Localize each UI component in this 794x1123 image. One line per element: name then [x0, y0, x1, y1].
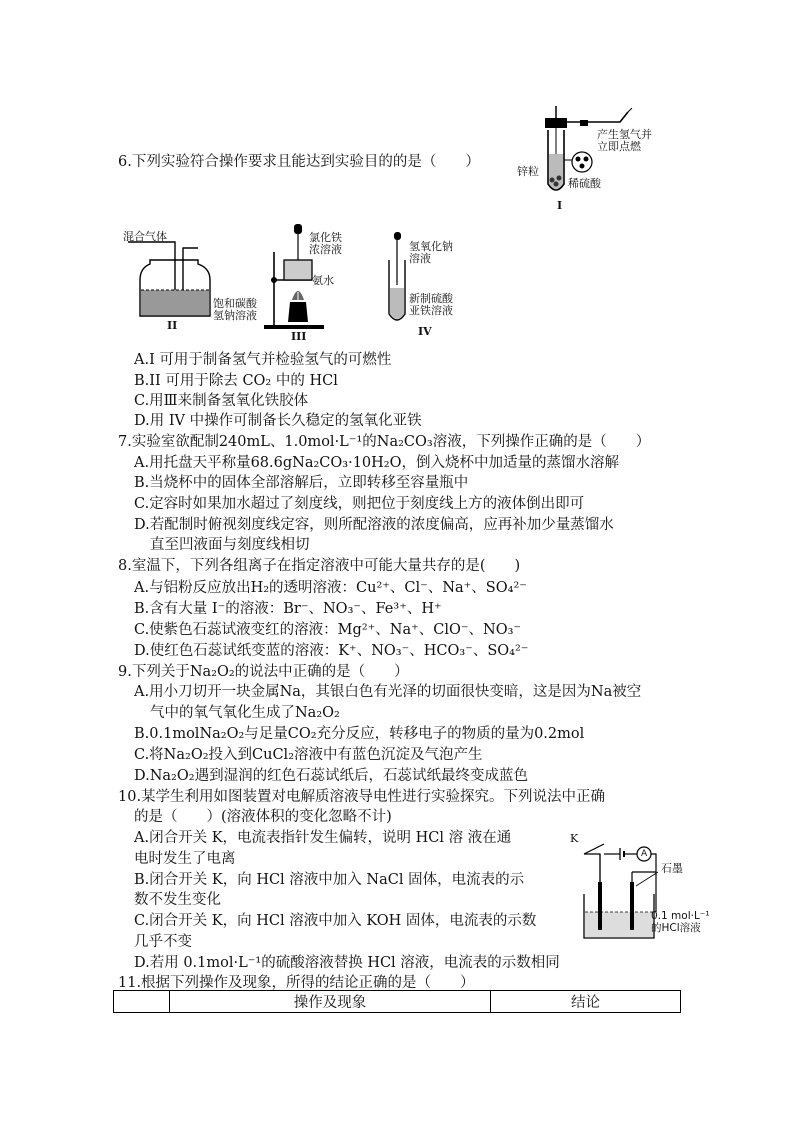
ammeter-icon: A — [641, 849, 648, 859]
label-dilute-sulfuric: 稀硫酸 — [568, 177, 601, 190]
q7-option-d-cont: 直至凹液面与刻度线相切 — [150, 537, 310, 553]
q11-stem: 11.根据下列操作及现象，所得的结论正确的是（ ） — [118, 975, 475, 991]
q9-option-b: B.0.1molNa₂O₂与足量CO₂充分反应，转移电子的物质的量为0.2mol — [134, 726, 585, 742]
header-cell-conclusion: 结论 — [491, 991, 681, 1013]
q8-option-b: B.含有大量 I⁻的溶液：Br⁻、NO₃⁻、Fe³⁺、H⁺ — [134, 601, 442, 617]
q10-option-d: D.若用 0.1mol·L⁻¹的硫酸溶液替换 HCl 溶液，电流表的示数相同 — [134, 955, 560, 971]
q7-option-c: C.定容时如果加水超过了刻度线，则把位于刻度线上方的液体倒出即可 — [134, 496, 585, 512]
figure-iii-numeral: III — [291, 330, 307, 343]
q6-stem: 6.下列实验符合操作要求且能达到实验目的的是（ ） — [118, 154, 480, 170]
q8-option-c: C.使紫色石蕊试液变红的溶液：Mg²⁺、Na⁺、ClO⁻、NO₃⁻ — [134, 622, 522, 638]
q11-table — [113, 990, 681, 1013]
q9-option-a: A.用小刀切开一块金属Na，其银白色有光泽的切面很快变暗，这是因为Na被空 — [134, 684, 642, 700]
q7-stem: 7.实验室欲配制240mL、1.0mol·L⁻¹的Na₂CO₃溶液，下列操作正确的是（ ） — [118, 434, 651, 450]
label-graphite: 石墨 — [661, 862, 683, 875]
label-fecl3: 氯化铁 浓溶液 — [309, 231, 342, 256]
figure-iv-numeral: IV — [418, 325, 432, 338]
figure-ii-numeral: II — [167, 319, 178, 332]
q9-option-c: C.将Na₂O₂投入到CuCl₂溶液中有蓝色沉淀及气泡产生 — [134, 747, 483, 763]
label-zinc: 锌粒 — [517, 165, 539, 178]
q10-option-a-cont: 电时发生了电离 — [134, 851, 236, 867]
q7-option-b: B.当烧杯中的固体全部溶解后，立即转移至容量瓶中 — [134, 475, 469, 491]
q8-option-d: D.使红色石蕊试纸变蓝的溶液：K⁺、NO₃⁻、HCO₃⁻、SO₄²⁻ — [134, 643, 529, 659]
q6-option-c: C.用Ⅲ来制备氢氧化铁胶体 — [134, 393, 309, 409]
q8-stem: 8.室温下，下列各组离子在指定溶液中可能大量共存的是( ) — [118, 558, 521, 574]
q7-option-d: D.若配制时俯视刻度线定容，则所配溶液的浓度偏高，应再补加少量蒸馏水 — [134, 517, 614, 533]
label-ammonia: 氨水 — [312, 274, 334, 287]
header-cell-operation: 操作及现象 — [170, 991, 491, 1013]
label-switch-k: K — [570, 832, 579, 845]
table-header-row — [114, 991, 681, 1013]
q9-stem: 9.下列关于Na₂O₂的说法中正确的是（ ） — [118, 664, 409, 680]
q10-option-c-cont: 几乎不变 — [134, 934, 192, 950]
label-nahco3: 饱和碳酸 氢钠溶液 — [213, 297, 257, 322]
q10-option-b-cont: 数不发生变化 — [134, 892, 221, 908]
q10-stem-line2: 的是（ ）(溶液体积的变化忽略不计) — [134, 809, 392, 825]
q10-option-b: B.闭合开关 K，向 HCl 溶液中加入 NaCl 固体，电流表的示 — [134, 872, 525, 888]
q10-stem-line1: 10.某学生利用如图装置对电解质溶液导电性进行实验探究。下列说法中正确 — [118, 789, 606, 805]
q9-option-d: D.Na₂O₂遇到湿润的红色石蕊试纸后，石蕊试纸最终变成蓝色 — [134, 768, 529, 784]
q6-option-d: D.用 IV 中操作可制备长久稳定的氢氧化亚铁 — [134, 413, 422, 429]
hydrogen-generator-diagram — [520, 104, 660, 214]
label-hydrogen-ignite: 产生氢气并 立即点燃 — [597, 128, 652, 153]
q6-option-b: B.II 可用于除去 CO₂ 中的 HCl — [134, 373, 338, 389]
q8-option-a: A.与铝粉反应放出H₂的透明溶液：Cu²⁺、Cl⁻、Na⁺、SO₄²⁻ — [134, 580, 527, 596]
q7-option-a: A.用托盘天平称量68.6gNa₂CO₃·10H₂O，倒入烧杯中加适量的蒸馏水溶解 — [134, 455, 619, 471]
q10-option-a: A.闭合开关 K，电流表指针发生偏转，说明 HCl 溶 液在通 — [134, 830, 512, 846]
header-cell-blank — [114, 991, 170, 1013]
q6-option-a: A.I 可用于制备氢气并检验氢气的可燃性 — [134, 352, 392, 368]
label-naoh: 氢氧化钠 溶液 — [409, 240, 453, 265]
label-hcl-solution: 0.1 mol·L⁻¹ 的HCl溶液 — [651, 910, 710, 934]
figure-i-numeral: I — [557, 199, 563, 212]
q10-option-c: C.闭合开关 K，向 HCl 溶液中加入 KOH 固体，电流表的示数 — [134, 913, 537, 929]
label-feso4: 新制硫酸 亚铁溶液 — [409, 292, 453, 317]
label-mixed-gas: 混合气体 — [123, 230, 167, 243]
q9-option-a-cont: 气中的氧气氧化生成了Na₂O₂ — [150, 705, 340, 721]
